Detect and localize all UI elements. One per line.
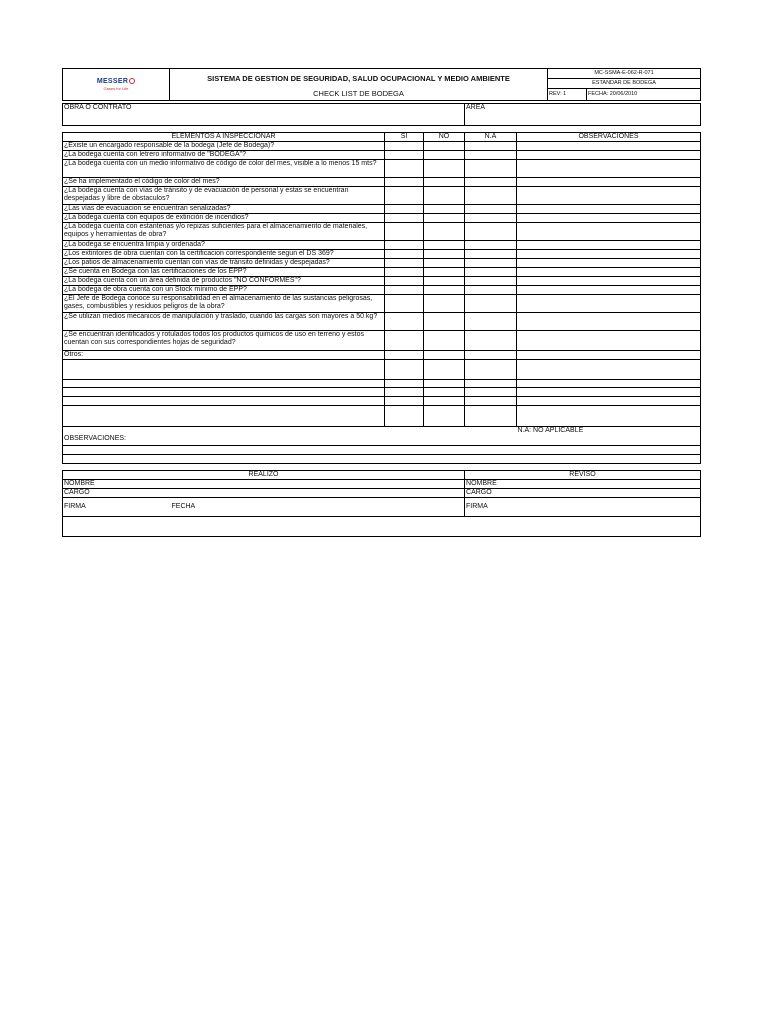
signature-block [62,470,701,537]
nombre-label: NOMBRE [64,479,95,487]
item-no-cell[interactable] [424,223,465,241]
blank-si[interactable] [385,406,424,427]
blank-obs[interactable] [517,380,701,388]
system-title: SISTEMA DE GESTION DE SEGURIDAD, SALUD OCUPACIONAL Y MEDIO AMBIENTE [170,69,548,89]
col-na: N.A [465,133,517,142]
otros-label: Otros: [63,351,385,360]
signature-footer [63,516,701,536]
item-obs-cell[interactable] [517,259,701,268]
item-no-cell[interactable] [424,295,465,313]
realizo-cargo[interactable] [63,488,465,497]
table-row [63,241,701,250]
table-row [63,295,701,313]
item-obs-cell[interactable] [517,286,701,295]
item-obs-cell[interactable] [517,205,701,214]
col-si: SI [385,133,424,142]
table-row [63,268,701,277]
blank-item[interactable] [63,388,385,397]
item-si-cell[interactable] [385,187,424,205]
item-obs-cell[interactable] [517,241,701,250]
table-row [63,223,701,241]
item-obs-cell[interactable] [517,295,701,313]
inspection-item: ¿La bodega cuenta con equipos de extinción de incendios? [63,214,385,223]
na-note-row [63,427,701,436]
inspection-item: ¿Las vías de evacuacion se encuentran senalizadas? [63,205,385,214]
blank-item[interactable] [63,397,385,406]
inspection-item: ¿Los patios de almacenamiento cuentan con vías de tránsito definidas y despejadas? [63,259,385,268]
item-na-cell[interactable] [465,268,517,277]
table-row [63,205,701,214]
item-si-cell[interactable] [385,313,424,331]
item-si-cell[interactable] [385,286,424,295]
item-si-cell[interactable] [385,331,424,351]
item-na-cell[interactable] [465,250,517,259]
logo-mark-icon [129,78,135,84]
blank-no[interactable] [424,380,465,388]
item-na-cell[interactable] [465,295,517,313]
realizo-header: REALIZÓ [63,470,465,479]
blank-obs[interactable] [517,360,701,380]
blank-obs[interactable] [517,397,701,406]
company-logo [63,69,170,101]
observaciones-line [63,454,701,463]
table-row [63,250,701,259]
item-obs-cell[interactable] [517,160,701,178]
item-na-cell[interactable] [465,286,517,295]
item-si-cell[interactable] [385,160,424,178]
blank-item[interactable] [63,406,385,427]
blank-na[interactable] [465,380,517,388]
firma-label: FIRMA [64,502,86,510]
na-note: N.A: NO APLICABLE [517,427,701,436]
item-no-cell[interactable] [424,259,465,268]
item-obs-cell[interactable] [517,331,701,351]
item-no-cell[interactable] [424,286,465,295]
item-si-cell[interactable] [385,268,424,277]
item-obs-cell[interactable] [517,268,701,277]
realizo-fecha[interactable] [171,497,465,516]
table-row [63,142,701,151]
checklist-sheet [62,68,700,537]
item-na-cell[interactable] [465,277,517,286]
table-row [63,214,701,223]
item-si-cell[interactable] [385,205,424,214]
item-na-cell[interactable] [465,259,517,268]
table-header-row [63,133,701,142]
inspection-item: ¿Los extintores de obra cuentan con la certificacion correspondiente segun el DS 369? [63,250,385,259]
table-row [63,187,701,205]
area-field[interactable] [465,104,701,126]
item-si-cell[interactable] [385,178,424,187]
blank-si[interactable] [385,360,424,380]
item-no-cell[interactable] [424,241,465,250]
blank-row [63,380,701,388]
reviso-cargo[interactable] [465,488,701,497]
blank-na[interactable] [465,388,517,397]
blank-obs[interactable] [517,406,701,427]
item-no-cell[interactable] [424,151,465,160]
inspection-item: ¿Se cuenta en Bodega con las certificaciones de los EPP? [63,268,385,277]
reviso-header: REVISÓ [465,470,701,479]
inspection-item: ¿La bodega cuenta con un área definida de productos "NO CONFORMES"? [63,277,385,286]
item-no-cell[interactable] [424,205,465,214]
item-si-cell[interactable] [385,241,424,250]
revision-number: REV: 1 [548,89,587,100]
logo-name: MESSER [96,78,129,85]
inspection-item: ¿Se utilizan medios mecanicos de manipulación y traslado, cuando las cargas son mayores a 50 kg? [63,313,385,331]
observaciones-field-2[interactable] [63,454,701,463]
col-no: NO [424,133,465,142]
table-row [63,259,701,268]
blank-row [63,360,701,380]
item-no-cell[interactable] [424,160,465,178]
fecha-label: FECHA [171,502,196,510]
item-obs-cell[interactable] [517,187,701,205]
item-na-cell[interactable] [465,142,517,151]
item-na-cell[interactable] [465,205,517,214]
otros-obs[interactable] [517,351,701,360]
item-no-cell[interactable] [424,268,465,277]
reviso-firma[interactable] [465,497,701,516]
observaciones-field[interactable] [63,445,701,454]
blank-no[interactable] [424,360,465,380]
table-row [63,313,701,331]
inspection-item: ¿La bodega cuenta con letrero informativo de "BODEGA"? [63,151,385,160]
inspection-item: ¿Se encuentran identificados y rotulados todos los productos quimicos de uso en terreno y estos cuentan con sus correspondientes hojas de seguridad? [63,331,385,351]
document-date: FECHA: 20/06/2010 [588,91,638,97]
item-si-cell[interactable] [385,295,424,313]
item-si-cell[interactable] [385,142,424,151]
item-obs-cell[interactable] [517,178,701,187]
observaciones-line [63,445,701,454]
item-na-cell[interactable] [465,187,517,205]
col-observaciones: OBSERVACIONES [517,133,701,142]
otros-si[interactable] [385,351,424,360]
inspection-item: ¿La bodega cuenta con estanterias y/o repizas suficientes para el almacenamiento de materiales, equipos y herramientas de obra? [63,223,385,241]
realizo-firma[interactable] [63,497,171,516]
otros-na[interactable] [465,351,517,360]
inspection-table [62,132,701,464]
obra-label: OBRA O CONTRATO [64,104,132,111]
inspection-item: ¿La bodega cuenta con vías de tránsito y de evacuación de personal y estas se encuentran despejadas y libre de obstaculos? [63,187,385,205]
document-header [62,68,701,101]
obra-field[interactable] [63,104,465,126]
item-obs-cell[interactable] [517,223,701,241]
table-row [63,160,701,178]
blank-item[interactable] [63,360,385,380]
item-obs-cell[interactable] [517,142,701,151]
table-row [63,151,701,160]
table-row [63,331,701,351]
blank-no[interactable] [424,397,465,406]
item-na-cell[interactable] [465,241,517,250]
item-si-cell[interactable] [385,214,424,223]
item-obs-cell[interactable] [517,151,701,160]
item-na-cell[interactable] [465,331,517,351]
item-no-cell[interactable] [424,250,465,259]
cargo-label: CARGO [466,488,492,496]
item-no-cell[interactable] [424,277,465,286]
blank-row [63,397,701,406]
table-row [63,286,701,295]
item-obs-cell[interactable] [517,214,701,223]
inspection-items [63,142,701,351]
blank-na[interactable] [465,406,517,427]
inspection-item: ¿La bodega de obra cuenta con un Stock mínimo de EPP? [63,286,385,295]
item-si-cell[interactable] [385,250,424,259]
inspection-item: ¿La bodega cuenta con un medio informativo de código de color del mes, visible a lo menos 15 mts? [63,160,385,178]
otros-row [63,351,701,360]
item-no-cell[interactable] [424,142,465,151]
item-na-cell[interactable] [465,178,517,187]
item-no-cell[interactable] [424,331,465,351]
inspection-item: ¿Se ha implementado el código de color del mes? [63,178,385,187]
item-na-cell[interactable] [465,214,517,223]
item-si-cell[interactable] [385,277,424,286]
reviso-nombre[interactable] [465,479,701,488]
item-na-cell[interactable] [465,151,517,160]
blank-no[interactable] [424,406,465,427]
item-no-cell[interactable] [424,178,465,187]
item-obs-cell[interactable] [517,277,701,286]
realizo-nombre[interactable] [63,479,465,488]
project-info [62,103,701,126]
document-title: CHECK LIST DE BODEGA [170,89,548,101]
item-no-cell[interactable] [424,214,465,223]
firma-label: FIRMA [466,502,488,510]
blank-row [63,388,701,397]
blank-obs[interactable] [517,388,701,397]
document-standard: ESTANDAR DE BODEGA [548,79,701,89]
col-elementos: ELEMENTOS A INSPECCIONAR [63,133,385,142]
inspection-item: ¿La bodega se encuentra limpia y ordenada? [63,241,385,250]
blank-no[interactable] [424,388,465,397]
inspection-item: ¿Existe un encargado responsable de la bodega (Jefe de Bodega)? [63,142,385,151]
item-no-cell[interactable] [424,187,465,205]
logo-tagline: Gases for Life [103,86,129,91]
item-si-cell[interactable] [385,223,424,241]
otros-no[interactable] [424,351,465,360]
observaciones-label: OBSERVACIONES: [63,435,701,445]
area-label: ÁREA [466,104,486,111]
item-no-cell[interactable] [424,313,465,331]
document-code: MC-SSMA-E-062-R-071 [548,69,701,79]
item-na-cell[interactable] [465,160,517,178]
item-si-cell[interactable] [385,259,424,268]
item-na-cell[interactable] [465,223,517,241]
item-si-cell[interactable] [385,151,424,160]
blank-na[interactable] [465,360,517,380]
item-na-cell[interactable] [465,313,517,331]
inspection-item: ¿El Jefe de Bodega conoce su responsabilidad en el almacenamiento de las sustancias peligrosas, gases, combustibles y residuos peligros de la obra? [63,295,385,313]
table-row [63,277,701,286]
nombre-label: NOMBRE [466,479,497,487]
observaciones-row [63,435,701,445]
blank-si[interactable] [385,388,424,397]
item-obs-cell[interactable] [517,250,701,259]
table-row [63,178,701,187]
blank-item[interactable] [63,380,385,388]
item-obs-cell[interactable] [517,313,701,331]
cargo-label: CARGO [64,488,90,496]
blank-si[interactable] [385,380,424,388]
blank-na[interactable] [465,397,517,406]
blank-si[interactable] [385,397,424,406]
blank-row [63,406,701,427]
